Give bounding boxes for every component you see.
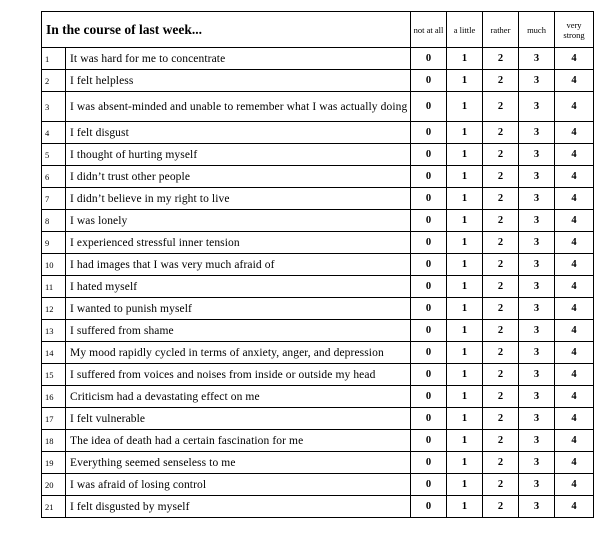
item-number: 16: [42, 386, 66, 408]
rating-option-4[interactable]: 4: [555, 298, 594, 320]
rating-option-0[interactable]: 0: [411, 386, 447, 408]
rating-option-0[interactable]: 0: [411, 364, 447, 386]
table-row: [42, 92, 594, 122]
rating-option-2[interactable]: 2: [483, 166, 519, 188]
rating-option-3[interactable]: 3: [519, 474, 555, 496]
rating-option-2[interactable]: 2: [483, 276, 519, 298]
rating-option-2[interactable]: 2: [483, 408, 519, 430]
item-number: 13: [42, 320, 66, 342]
item-number: 15: [42, 364, 66, 386]
rating-option-3[interactable]: 3: [519, 496, 555, 518]
rating-option-3[interactable]: 3: [519, 430, 555, 452]
rating-option-0[interactable]: 0: [411, 232, 447, 254]
rating-option-0[interactable]: 0: [411, 188, 447, 210]
rating-option-4[interactable]: 4: [555, 452, 594, 474]
rating-option-4[interactable]: 4: [555, 188, 594, 210]
item-text: The idea of death had a certain fascination for me: [66, 430, 411, 452]
rating-option-1[interactable]: 1: [447, 254, 483, 276]
rating-option-0[interactable]: 0: [411, 144, 447, 166]
item-number: 6: [42, 166, 66, 188]
rating-option-3[interactable]: 3: [519, 92, 555, 122]
item-text: I thought of hurting myself: [66, 144, 411, 166]
table-row: [42, 144, 594, 166]
rating-option-2[interactable]: 2: [483, 210, 519, 232]
item-text: I wanted to punish myself: [66, 298, 411, 320]
rating-option-2[interactable]: 2: [483, 70, 519, 92]
item-text: I didn’t trust other people: [66, 166, 411, 188]
item-number: 10: [42, 254, 66, 276]
table-row: [42, 430, 594, 452]
rating-option-1[interactable]: 1: [447, 276, 483, 298]
rating-option-2[interactable]: 2: [483, 430, 519, 452]
item-number: 7: [42, 188, 66, 210]
rating-option-1[interactable]: 1: [447, 430, 483, 452]
rating-option-1[interactable]: 1: [447, 298, 483, 320]
rating-option-0[interactable]: 0: [411, 496, 447, 518]
item-number: 21: [42, 496, 66, 518]
rating-option-0[interactable]: 0: [411, 92, 447, 122]
table-row: [42, 70, 594, 92]
item-text: I felt vulnerable: [66, 408, 411, 430]
rating-option-1[interactable]: 1: [447, 320, 483, 342]
rating-option-2[interactable]: 2: [483, 48, 519, 70]
rating-option-0[interactable]: 0: [411, 298, 447, 320]
item-number: 20: [42, 474, 66, 496]
table-row: [42, 232, 594, 254]
rating-option-4[interactable]: 4: [555, 408, 594, 430]
rating-option-1[interactable]: 1: [447, 386, 483, 408]
rating-option-4[interactable]: 4: [555, 342, 594, 364]
table-row: [42, 298, 594, 320]
table-row: [42, 474, 594, 496]
item-text: I experienced stressful inner tension: [66, 232, 411, 254]
item-text: I didn’t believe in my right to live: [66, 188, 411, 210]
rating-option-3[interactable]: 3: [519, 48, 555, 70]
item-number: 19: [42, 452, 66, 474]
rating-option-4[interactable]: 4: [555, 210, 594, 232]
rating-option-2[interactable]: 2: [483, 232, 519, 254]
item-number: 4: [42, 122, 66, 144]
rating-option-2[interactable]: 2: [483, 386, 519, 408]
rating-option-4[interactable]: 4: [555, 92, 594, 122]
rating-option-1[interactable]: 1: [447, 166, 483, 188]
table-row: [42, 188, 594, 210]
rating-option-2[interactable]: 2: [483, 254, 519, 276]
item-text: It was hard for me to concentrate: [66, 48, 411, 70]
rating-option-4[interactable]: 4: [555, 430, 594, 452]
rating-option-4[interactable]: 4: [555, 276, 594, 298]
rating-option-3[interactable]: 3: [519, 386, 555, 408]
item-number: 17: [42, 408, 66, 430]
rating-option-0[interactable]: 0: [411, 48, 447, 70]
rating-option-0[interactable]: 0: [411, 342, 447, 364]
item-number: 1: [42, 48, 66, 70]
rating-option-0[interactable]: 0: [411, 474, 447, 496]
rating-option-2[interactable]: 2: [483, 474, 519, 496]
rating-option-0[interactable]: 0: [411, 210, 447, 232]
rating-option-3[interactable]: 3: [519, 122, 555, 144]
rating-option-0[interactable]: 0: [411, 122, 447, 144]
table-row: [42, 452, 594, 474]
rating-option-4[interactable]: 4: [555, 320, 594, 342]
item-text: I hated myself: [66, 276, 411, 298]
header-row: [42, 12, 594, 48]
rating-option-4[interactable]: 4: [555, 166, 594, 188]
item-text: I was absent-minded and unable to remember what I was actually doing: [66, 92, 411, 122]
item-number: 9: [42, 232, 66, 254]
rating-option-1[interactable]: 1: [447, 92, 483, 122]
rating-option-4[interactable]: 4: [555, 144, 594, 166]
rating-option-0[interactable]: 0: [411, 276, 447, 298]
rating-option-0[interactable]: 0: [411, 452, 447, 474]
table-row: [42, 320, 594, 342]
table-row: [42, 364, 594, 386]
item-text: Criticism had a devastating effect on me: [66, 386, 411, 408]
item-text: I felt disgusted by myself: [66, 496, 411, 518]
rating-option-3[interactable]: 3: [519, 188, 555, 210]
item-text: Everything seemed senseless to me: [66, 452, 411, 474]
option-header-a-little: a little: [447, 12, 483, 48]
rating-option-3[interactable]: 3: [519, 320, 555, 342]
item-number: 8: [42, 210, 66, 232]
table-row: [42, 122, 594, 144]
rating-option-1[interactable]: 1: [447, 144, 483, 166]
rating-option-1[interactable]: 1: [447, 474, 483, 496]
rating-option-1[interactable]: 1: [447, 408, 483, 430]
table-row: [42, 254, 594, 276]
item-number: 2: [42, 70, 66, 92]
rating-option-4[interactable]: 4: [555, 364, 594, 386]
rating-option-0[interactable]: 0: [411, 166, 447, 188]
rating-option-1[interactable]: 1: [447, 232, 483, 254]
rating-option-1[interactable]: 1: [447, 188, 483, 210]
table-row: [42, 210, 594, 232]
rating-option-2[interactable]: 2: [483, 496, 519, 518]
rating-option-2[interactable]: 2: [483, 452, 519, 474]
table-row: [42, 408, 594, 430]
rating-option-4[interactable]: 4: [555, 386, 594, 408]
rating-option-2[interactable]: 2: [483, 144, 519, 166]
item-text: I was afraid of losing control: [66, 474, 411, 496]
rating-option-3[interactable]: 3: [519, 144, 555, 166]
item-number: 11: [42, 276, 66, 298]
item-number: 18: [42, 430, 66, 452]
rating-option-2[interactable]: 2: [483, 188, 519, 210]
option-header-not-at-all: not at all: [411, 12, 447, 48]
rating-option-3[interactable]: 3: [519, 254, 555, 276]
questionnaire-title: In the course of last week...: [42, 12, 411, 48]
rating-option-4[interactable]: 4: [555, 48, 594, 70]
rating-option-3[interactable]: 3: [519, 276, 555, 298]
rating-option-1[interactable]: 1: [447, 210, 483, 232]
item-text: I was lonely: [66, 210, 411, 232]
rating-option-3[interactable]: 3: [519, 364, 555, 386]
rating-option-2[interactable]: 2: [483, 342, 519, 364]
rating-option-1[interactable]: 1: [447, 452, 483, 474]
table-row: [42, 276, 594, 298]
rating-option-4[interactable]: 4: [555, 232, 594, 254]
rating-option-3[interactable]: 3: [519, 298, 555, 320]
questionnaire-table: [41, 11, 594, 518]
rating-option-4[interactable]: 4: [555, 474, 594, 496]
rating-option-0[interactable]: 0: [411, 430, 447, 452]
rating-option-3[interactable]: 3: [519, 210, 555, 232]
rating-option-1[interactable]: 1: [447, 122, 483, 144]
rating-option-2[interactable]: 2: [483, 298, 519, 320]
item-text: I had images that I was very much afraid of: [66, 254, 411, 276]
rating-option-0[interactable]: 0: [411, 408, 447, 430]
rating-option-2[interactable]: 2: [483, 122, 519, 144]
item-text: I suffered from shame: [66, 320, 411, 342]
item-number: 3: [42, 92, 66, 122]
rating-option-4[interactable]: 4: [555, 254, 594, 276]
rating-option-2[interactable]: 2: [483, 364, 519, 386]
rating-option-3[interactable]: 3: [519, 408, 555, 430]
rating-option-1[interactable]: 1: [447, 364, 483, 386]
rating-option-1[interactable]: 1: [447, 70, 483, 92]
rating-option-4[interactable]: 4: [555, 496, 594, 518]
rating-option-1[interactable]: 1: [447, 342, 483, 364]
option-header-much: much: [519, 12, 555, 48]
item-number: 5: [42, 144, 66, 166]
table-row: [42, 166, 594, 188]
option-header-very-strong: very strong: [555, 12, 594, 48]
rating-option-4[interactable]: 4: [555, 122, 594, 144]
rating-option-1[interactable]: 1: [447, 496, 483, 518]
item-text: I suffered from voices and noises from inside or outside my head: [66, 364, 411, 386]
rating-option-3[interactable]: 3: [519, 342, 555, 364]
table-row: [42, 48, 594, 70]
item-text: My mood rapidly cycled in terms of anxiety, anger, and depression: [66, 342, 411, 364]
option-header-rather: rather: [483, 12, 519, 48]
rating-option-3[interactable]: 3: [519, 232, 555, 254]
rating-option-1[interactable]: 1: [447, 48, 483, 70]
item-text: I felt disgust: [66, 122, 411, 144]
rating-option-4[interactable]: 4: [555, 70, 594, 92]
rating-option-0[interactable]: 0: [411, 254, 447, 276]
table-row: [42, 386, 594, 408]
rating-option-3[interactable]: 3: [519, 166, 555, 188]
rating-option-2[interactable]: 2: [483, 320, 519, 342]
rating-option-3[interactable]: 3: [519, 452, 555, 474]
item-number: 12: [42, 298, 66, 320]
table-row: [42, 342, 594, 364]
rating-option-3[interactable]: 3: [519, 70, 555, 92]
rating-option-0[interactable]: 0: [411, 70, 447, 92]
table-row: [42, 496, 594, 518]
rating-option-0[interactable]: 0: [411, 320, 447, 342]
item-text: I felt helpless: [66, 70, 411, 92]
rating-option-2[interactable]: 2: [483, 92, 519, 122]
item-number: 14: [42, 342, 66, 364]
